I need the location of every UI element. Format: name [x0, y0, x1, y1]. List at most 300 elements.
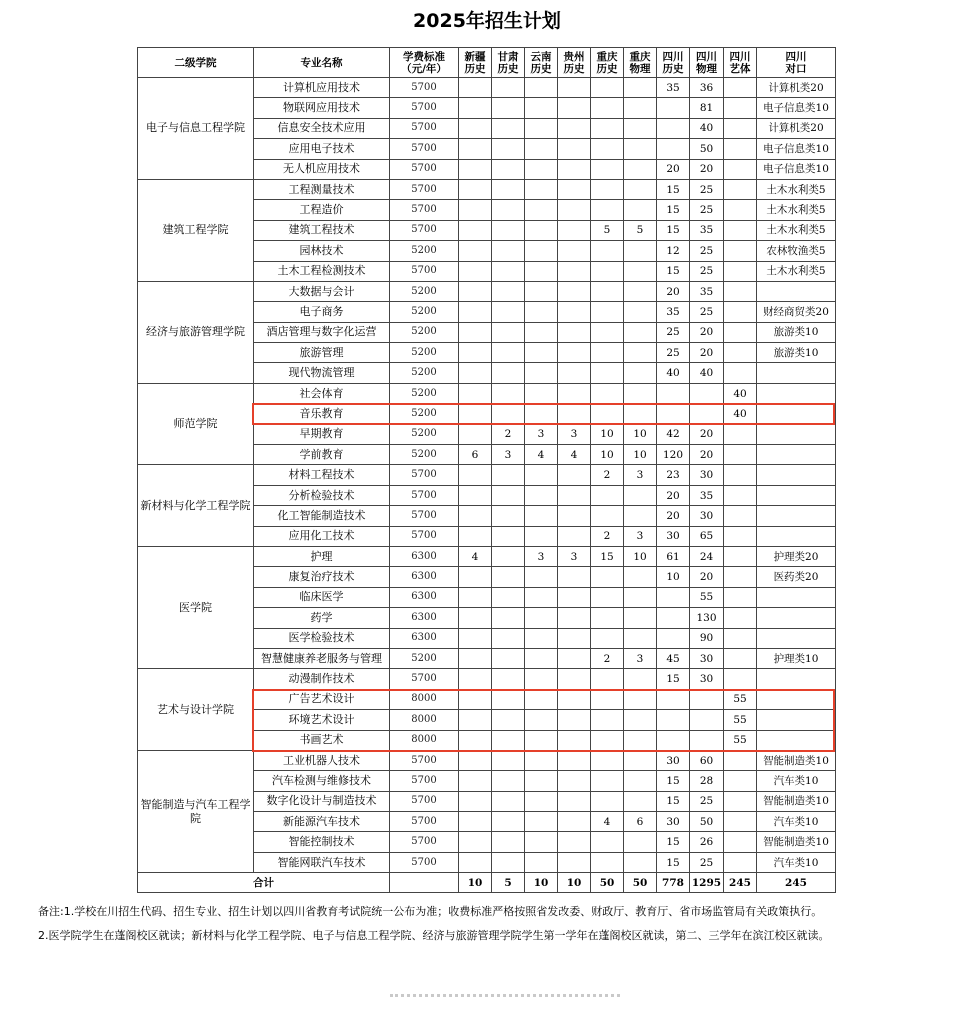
quota-cell: [492, 648, 525, 668]
tuition-cell: 5700: [390, 200, 459, 220]
quota-cell: [459, 159, 492, 179]
tuition-cell: 5700: [390, 179, 459, 199]
quota-cell: [624, 771, 657, 791]
quota-cell: 20: [690, 424, 724, 444]
quota-cell: [624, 343, 657, 363]
quota-cell: 30: [657, 812, 690, 832]
quota-cell: [724, 526, 757, 546]
major-name: 物联网应用技术: [254, 98, 390, 118]
quota-cell: [525, 78, 558, 98]
quota-cell: [757, 465, 836, 485]
quota-cell: [657, 383, 690, 403]
quota-cell: [492, 281, 525, 301]
quota-cell: 3: [558, 424, 591, 444]
quota-cell: [459, 587, 492, 607]
quota-cell: [591, 343, 624, 363]
quota-cell: 计算机类20: [757, 78, 836, 98]
quota-cell: [558, 669, 591, 689]
quota-cell: [525, 465, 558, 485]
quota-cell: 30: [690, 648, 724, 668]
tuition-cell: 5700: [390, 159, 459, 179]
quota-cell: [690, 710, 724, 730]
tuition-cell: 5700: [390, 750, 459, 770]
quota-cell: 120: [657, 445, 690, 465]
quota-cell: 3: [525, 546, 558, 566]
column-header: 甘肃 历史: [492, 48, 525, 78]
quota-cell: 40: [657, 363, 690, 383]
quota-cell: [558, 852, 591, 872]
quota-cell: [724, 669, 757, 689]
quota-cell: 20: [657, 485, 690, 505]
quota-cell: [492, 628, 525, 648]
tuition-cell: 5700: [390, 78, 459, 98]
quota-cell: 30: [657, 526, 690, 546]
quota-cell: [591, 587, 624, 607]
quota-cell: [724, 424, 757, 444]
quota-cell: [492, 139, 525, 159]
tuition-cell: 5700: [390, 485, 459, 505]
quota-cell: [591, 852, 624, 872]
quota-cell: [558, 200, 591, 220]
quota-cell: [459, 648, 492, 668]
quota-cell: [525, 281, 558, 301]
quota-cell: 电子信息类10: [757, 98, 836, 118]
quota-cell: [724, 118, 757, 138]
quota-cell: [757, 628, 836, 648]
quota-cell: [624, 404, 657, 424]
quota-cell: [459, 710, 492, 730]
total-cell: 1295: [690, 873, 724, 893]
quota-cell: 5: [591, 220, 624, 240]
quota-cell: [591, 241, 624, 261]
quota-cell: [624, 628, 657, 648]
quota-cell: [459, 78, 492, 98]
quota-cell: 15: [657, 261, 690, 281]
quota-cell: [459, 812, 492, 832]
quota-cell: [690, 404, 724, 424]
tuition-cell: 8000: [390, 730, 459, 750]
quota-cell: [757, 424, 836, 444]
column-header: 四川 历史: [657, 48, 690, 78]
quota-cell: [492, 750, 525, 770]
quota-cell: [558, 78, 591, 98]
major-name: 学前教育: [254, 445, 390, 465]
major-name: 早期教育: [254, 424, 390, 444]
quota-cell: 2: [591, 648, 624, 668]
college-name: 新材料与化学工程学院: [138, 465, 254, 547]
major-name: 应用电子技术: [254, 139, 390, 159]
quota-cell: [558, 383, 591, 403]
quota-cell: [624, 383, 657, 403]
quota-cell: [657, 710, 690, 730]
quota-cell: [525, 648, 558, 668]
major-name: 无人机应用技术: [254, 159, 390, 179]
major-name: 信息安全技术应用: [254, 118, 390, 138]
quota-cell: 25: [657, 343, 690, 363]
quota-cell: 40: [724, 404, 757, 424]
quota-cell: [525, 343, 558, 363]
quota-cell: [757, 445, 836, 465]
quota-cell: [492, 526, 525, 546]
total-cell: 10: [459, 873, 492, 893]
quota-cell: [724, 445, 757, 465]
quota-cell: [624, 506, 657, 526]
quota-cell: 旅游类10: [757, 343, 836, 363]
quota-cell: 25: [690, 261, 724, 281]
quota-cell: [492, 669, 525, 689]
quota-cell: [525, 179, 558, 199]
quota-cell: [492, 404, 525, 424]
quota-cell: [459, 220, 492, 240]
quota-cell: [525, 812, 558, 832]
quota-cell: 10: [624, 546, 657, 566]
quota-cell: [624, 485, 657, 505]
major-name: 材料工程技术: [254, 465, 390, 485]
quota-cell: [724, 832, 757, 852]
quota-cell: [525, 322, 558, 342]
quota-cell: 35: [690, 485, 724, 505]
quota-cell: 15: [657, 220, 690, 240]
major-name: 土木工程检测技术: [254, 261, 390, 281]
quota-cell: [591, 771, 624, 791]
quota-cell: [492, 383, 525, 403]
quota-cell: [724, 261, 757, 281]
quota-cell: [558, 302, 591, 322]
quota-cell: [624, 98, 657, 118]
quota-cell: [492, 363, 525, 383]
quota-cell: [558, 608, 591, 628]
quota-cell: [724, 200, 757, 220]
tuition-cell: 5700: [390, 852, 459, 872]
column-header: 重庆 历史: [591, 48, 624, 78]
quota-cell: [525, 139, 558, 159]
tuition-cell: 5200: [390, 404, 459, 424]
quota-cell: [757, 730, 836, 750]
quota-cell: [558, 465, 591, 485]
quota-cell: 15: [657, 669, 690, 689]
quota-cell: [724, 852, 757, 872]
quota-cell: [492, 587, 525, 607]
quota-cell: 3: [525, 424, 558, 444]
quota-cell: [724, 343, 757, 363]
quota-cell: 35: [690, 220, 724, 240]
quota-cell: [724, 302, 757, 322]
quota-cell: 电子信息类10: [757, 139, 836, 159]
major-name: 化工智能制造技术: [254, 506, 390, 526]
quota-cell: 25: [657, 322, 690, 342]
quota-cell: [525, 363, 558, 383]
quota-cell: [724, 546, 757, 566]
quota-cell: [558, 812, 591, 832]
quota-cell: 20: [690, 159, 724, 179]
quota-cell: 护理类10: [757, 648, 836, 668]
quota-cell: [558, 648, 591, 668]
quota-cell: [591, 281, 624, 301]
major-name: 临床医学: [254, 587, 390, 607]
tuition-cell: 5700: [390, 526, 459, 546]
quota-cell: 4: [558, 445, 591, 465]
quota-cell: [724, 465, 757, 485]
quota-cell: [624, 608, 657, 628]
quota-cell: [525, 791, 558, 811]
quota-cell: [525, 526, 558, 546]
quota-cell: [459, 791, 492, 811]
quota-cell: [724, 567, 757, 587]
quota-cell: [492, 179, 525, 199]
quota-cell: [724, 587, 757, 607]
quota-cell: 90: [690, 628, 724, 648]
quota-cell: [525, 689, 558, 709]
quota-cell: [459, 506, 492, 526]
major-name: 医学检验技术: [254, 628, 390, 648]
quota-cell: [459, 200, 492, 220]
quota-cell: [459, 771, 492, 791]
quota-cell: 15: [657, 832, 690, 852]
total-cell: [390, 873, 459, 893]
quota-cell: [624, 118, 657, 138]
quota-cell: 汽车类10: [757, 812, 836, 832]
quota-cell: [459, 404, 492, 424]
table-row: [138, 281, 836, 301]
quota-cell: 25: [690, 179, 724, 199]
column-header: 四川 艺体: [724, 48, 757, 78]
college-name: 师范学院: [138, 383, 254, 465]
table-row: [138, 669, 836, 689]
quota-cell: [757, 281, 836, 301]
quota-cell: 10: [657, 567, 690, 587]
quota-cell: 3: [624, 465, 657, 485]
quota-cell: 10: [624, 424, 657, 444]
quota-cell: [558, 710, 591, 730]
quota-cell: [724, 179, 757, 199]
quota-cell: [558, 179, 591, 199]
quota-cell: [757, 506, 836, 526]
quota-cell: [492, 812, 525, 832]
tuition-cell: 5200: [390, 445, 459, 465]
quota-cell: 40: [724, 383, 757, 403]
quota-cell: [624, 587, 657, 607]
quota-cell: 3: [558, 546, 591, 566]
quota-cell: [591, 302, 624, 322]
tuition-cell: 5700: [390, 118, 459, 138]
quota-cell: [657, 689, 690, 709]
tuition-cell: 6300: [390, 567, 459, 587]
quota-cell: [690, 689, 724, 709]
quota-cell: [624, 832, 657, 852]
quota-cell: [525, 771, 558, 791]
enrollment-plan-table: [137, 47, 836, 893]
quota-cell: [591, 363, 624, 383]
major-name: 智能网联汽车技术: [254, 852, 390, 872]
quota-cell: [591, 404, 624, 424]
quota-cell: 农林牧渔类5: [757, 241, 836, 261]
quota-cell: [591, 730, 624, 750]
quota-cell: 20: [690, 567, 724, 587]
quota-cell: [624, 159, 657, 179]
quota-cell: [757, 689, 836, 709]
quota-cell: [492, 200, 525, 220]
quota-cell: [724, 771, 757, 791]
quota-cell: [757, 404, 836, 424]
quota-cell: 55: [724, 710, 757, 730]
quota-cell: [558, 261, 591, 281]
column-header: 专业名称: [254, 48, 390, 78]
quota-cell: [558, 404, 591, 424]
major-name: 园林技术: [254, 241, 390, 261]
quota-cell: [525, 302, 558, 322]
quota-cell: [591, 159, 624, 179]
quota-cell: [724, 506, 757, 526]
page-title: 2025年招生计划: [413, 10, 561, 32]
quota-cell: [459, 383, 492, 403]
college-name: 智能制造与汽车工程学院: [138, 750, 254, 872]
quota-cell: 土木水利类5: [757, 261, 836, 281]
total-cell: 10: [525, 873, 558, 893]
quota-cell: [459, 322, 492, 342]
quota-cell: 20: [657, 281, 690, 301]
quota-cell: [558, 526, 591, 546]
quota-cell: [459, 485, 492, 505]
major-name: 电子商务: [254, 302, 390, 322]
table-row: [138, 383, 836, 403]
quota-cell: [724, 241, 757, 261]
quota-cell: 50: [690, 812, 724, 832]
quota-cell: [690, 730, 724, 750]
table-row: [138, 179, 836, 199]
quota-cell: 20: [690, 322, 724, 342]
quota-cell: [459, 139, 492, 159]
quota-cell: [591, 750, 624, 770]
college-name: 电子与信息工程学院: [138, 78, 254, 180]
quota-cell: [492, 465, 525, 485]
total-cell: 5: [492, 873, 525, 893]
quota-cell: [459, 730, 492, 750]
tuition-cell: 6300: [390, 608, 459, 628]
quota-cell: [459, 750, 492, 770]
quota-cell: [724, 322, 757, 342]
quota-cell: [525, 118, 558, 138]
quota-cell: 智能制造类10: [757, 791, 836, 811]
quota-cell: 10: [591, 445, 624, 465]
quota-cell: [492, 506, 525, 526]
quota-cell: [558, 771, 591, 791]
quota-cell: 4: [525, 445, 558, 465]
note-line-1: 备注:1.学校在川招生代码、招生专业、招生计划以四川省教育考试院统一公布为准；收费标准严格按照省发改委、财政厅、教育厅、省市场监管局有关政策执行。: [38, 905, 823, 918]
tuition-cell: 6300: [390, 628, 459, 648]
quota-cell: 2: [591, 526, 624, 546]
quota-cell: 35: [657, 302, 690, 322]
quota-cell: 23: [657, 465, 690, 485]
quota-cell: 20: [657, 506, 690, 526]
quota-cell: [492, 730, 525, 750]
quota-cell: 30: [690, 465, 724, 485]
major-name: 汽车检测与维修技术: [254, 771, 390, 791]
major-name: 动漫制作技术: [254, 669, 390, 689]
quota-cell: [591, 98, 624, 118]
major-name: 药学: [254, 608, 390, 628]
quota-cell: 35: [657, 78, 690, 98]
tuition-cell: 5200: [390, 281, 459, 301]
quota-cell: [459, 302, 492, 322]
quota-cell: [492, 78, 525, 98]
quota-cell: [525, 200, 558, 220]
quota-cell: [690, 383, 724, 403]
quota-cell: [558, 343, 591, 363]
major-name: 数字化设计与制造技术: [254, 791, 390, 811]
quota-cell: [558, 485, 591, 505]
quota-cell: [591, 628, 624, 648]
quota-cell: [492, 322, 525, 342]
quota-cell: 55: [724, 730, 757, 750]
quota-cell: [558, 118, 591, 138]
college-name: 建筑工程学院: [138, 179, 254, 281]
major-name: 工程造价: [254, 200, 390, 220]
tuition-cell: 8000: [390, 710, 459, 730]
quota-cell: [558, 730, 591, 750]
table-row: [138, 465, 836, 485]
quota-cell: [558, 832, 591, 852]
quota-cell: 汽车类10: [757, 852, 836, 872]
quota-cell: [624, 139, 657, 159]
quota-cell: 汽车类10: [757, 771, 836, 791]
total-cell: 10: [558, 873, 591, 893]
major-name: 计算机应用技术: [254, 78, 390, 98]
quota-cell: [624, 200, 657, 220]
major-name: 智慧健康养老服务与管理: [254, 648, 390, 668]
tuition-cell: 5700: [390, 261, 459, 281]
college-name: 医学院: [138, 546, 254, 668]
quota-cell: [459, 98, 492, 118]
quota-cell: [459, 118, 492, 138]
column-header: 云南 历史: [525, 48, 558, 78]
tuition-cell: 5700: [390, 465, 459, 485]
quota-cell: [459, 567, 492, 587]
major-name: 书画艺术: [254, 730, 390, 750]
quota-cell: [657, 628, 690, 648]
quota-cell: 土木水利类5: [757, 220, 836, 240]
tuition-cell: 5200: [390, 363, 459, 383]
quota-cell: [591, 506, 624, 526]
quota-cell: [459, 852, 492, 872]
quota-cell: [624, 302, 657, 322]
tuition-cell: 5700: [390, 98, 459, 118]
quota-cell: 3: [624, 648, 657, 668]
quota-cell: [591, 710, 624, 730]
quota-cell: [624, 322, 657, 342]
major-name: 工业机器人技术: [254, 750, 390, 770]
quota-cell: [724, 485, 757, 505]
quota-cell: [757, 485, 836, 505]
quota-cell: 55: [724, 689, 757, 709]
quota-cell: [459, 179, 492, 199]
quota-cell: 6: [624, 812, 657, 832]
total-cell: 778: [657, 873, 690, 893]
quota-cell: 55: [690, 587, 724, 607]
quota-cell: [492, 832, 525, 852]
major-name: 新能源汽车技术: [254, 812, 390, 832]
quota-cell: [757, 526, 836, 546]
total-cell: 245: [757, 873, 836, 893]
quota-cell: [525, 506, 558, 526]
quota-cell: [591, 200, 624, 220]
quota-cell: [624, 241, 657, 261]
quota-cell: 30: [690, 506, 724, 526]
table-row: [138, 750, 836, 770]
quota-cell: 50: [690, 139, 724, 159]
quota-cell: [525, 159, 558, 179]
major-name: 现代物流管理: [254, 363, 390, 383]
column-header: 学费标准 （元/年）: [390, 48, 459, 78]
